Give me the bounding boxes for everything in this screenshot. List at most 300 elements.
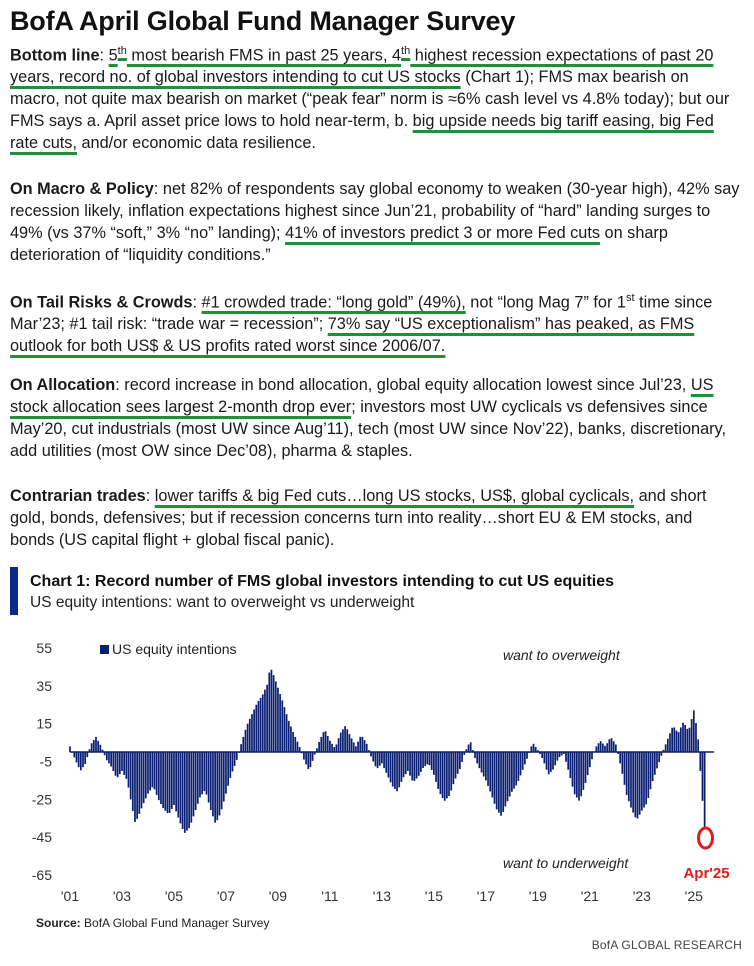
chart-bar [225,752,227,794]
chart-bar [686,729,688,752]
chart-bar [353,742,355,752]
chart-bar [277,688,279,752]
chart-bar [377,752,379,768]
chart-bar [327,736,329,752]
paragraph-label: Bottom line [10,46,100,65]
chart-bar [416,752,418,778]
chart-bar [266,685,268,752]
chart-bar [615,744,617,752]
paragraph-text: time since Mar’23; #1 tail risk: “trade war = recession”; [10,293,713,334]
chart-bar [567,752,569,770]
chart-bar [652,752,654,781]
y-tick-label: 35 [36,677,52,694]
chart-bar [329,741,331,752]
chart-bar [162,752,164,808]
chart-bar [509,752,511,796]
chart-bar [78,752,80,767]
chart-bar [530,746,532,752]
chart-bar [543,752,545,763]
chart-bar [173,752,175,805]
chart-bar [647,752,649,798]
chart-bar [565,752,567,762]
chart-bar [379,752,381,766]
chart-bar [99,745,101,752]
page-title: BofA April Global Fund Manager Survey [10,6,516,36]
x-tick-label: '23 [632,888,651,904]
paragraph-contrarian [10,485,740,551]
paragraph-label: On Tail Risks & Crowds [10,293,193,312]
chart-bar [654,752,656,775]
chart-bar [502,752,504,812]
chart-bar [485,752,487,780]
paragraph-text: : [145,487,155,505]
chart-bar [457,752,459,774]
chart-bar [500,752,502,816]
x-tick-label: '17 [476,888,495,904]
chart-bar [310,752,312,767]
paragraph-text: ; investors most UW cyclicals vs defensives since May’20, cut industrials (most UW since Aug’11), tech (most UW since Nov’22), banks, discretionary, add utilities (most OW since Dec’08), pharma & staples. [10,398,727,460]
chart-bar [665,744,667,752]
chart-bar [253,709,255,752]
chart-bar [351,738,353,752]
y-tick-label: -5 [39,753,52,770]
chart-bar [678,732,680,752]
chart-bar [128,752,130,787]
chart-bar [608,739,610,752]
chart-bar [394,752,396,789]
chart-bar [667,739,669,752]
chart-bar [132,752,134,811]
chart-bar [396,752,398,791]
x-tick-label: '09 [268,888,288,904]
chart-bar [548,752,550,774]
chart-bar [511,752,513,792]
chart-bar [461,752,463,762]
chart-bar [381,752,383,763]
chart-bar [275,681,277,752]
chart-bar [424,752,426,766]
chart-bar [602,744,604,753]
chart-bar [630,752,632,807]
chart-bar [340,732,342,752]
chart-bar [704,752,706,828]
chart-bar [86,752,88,757]
chart-bar [210,752,212,810]
annotation-underweight: want to underweight [503,855,629,871]
chart-bar [134,752,136,822]
paragraph-text: : record increase in bond allocation, global equity allocation lowest since Jul’23, [115,376,691,394]
chart-bar [297,742,299,752]
chart-bar [154,752,156,789]
chart-bar [427,752,429,764]
paragraph-macro-policy [10,178,740,266]
chart-bar [574,752,576,794]
chart-bar [699,752,701,771]
chart-bar [151,752,153,787]
chart-bar [572,752,574,787]
chart-bar [97,741,99,752]
chart-bar [247,724,249,752]
chart-bar [634,752,636,817]
chart-bar [576,752,578,797]
chart-bar [494,752,496,804]
chart-bar [281,700,283,752]
underlined-text: highest recession expectations of past 20 years, record no. of global investors intending to cut US stocks [10,46,714,87]
chart-bar [637,752,639,819]
chart-bar [388,752,390,778]
chart-bar [197,752,199,804]
chart-bar [262,694,264,752]
underlined-text: US stock allocation sees largest 2-month drop ever [10,376,714,416]
chart-bar [80,752,82,770]
chart-bar [342,729,344,752]
chart-bar [448,752,450,796]
chart-bar [349,734,351,752]
chart-bar [418,752,420,776]
chart-bar [95,737,97,752]
chart-bar [219,752,221,815]
chart-bar [689,728,691,752]
underlined-text: th [401,45,411,57]
chart-bar [541,752,543,758]
chart-bar [318,742,320,752]
chart-bar [526,752,528,759]
chart-bar [446,752,448,798]
chart-bar [392,752,394,787]
chart-bar [160,752,162,804]
chart-bar [286,714,288,752]
chart-bar [496,752,498,809]
chart-bar [676,731,678,752]
source-label: Source: [36,916,81,930]
chart-bar [290,727,292,753]
chart-bar [632,752,634,813]
chart-bar [121,752,123,771]
chart-bar [513,752,515,789]
chart-bar [164,752,166,811]
chart-bar [84,752,86,764]
chart-bar [138,752,140,814]
chart-bar [414,752,416,781]
chart-bar [184,752,186,833]
chart-bar [366,744,368,752]
underlined-text: most bearish FMS in past 25 years, 4 [126,46,402,65]
chart-bar [271,670,273,752]
chart-source [36,916,269,930]
chart-bar [190,752,192,823]
chart-bar [180,752,182,823]
chart-bar [294,737,296,752]
chart-bar [613,741,615,752]
chart-bar [520,752,522,775]
chart-bar [216,752,218,820]
underlined-text: th [117,45,127,57]
chart-bar [628,752,630,801]
chart-bar [303,752,305,760]
chart-bar [364,740,366,752]
chart-bar [188,752,190,828]
chart-bar [268,673,270,752]
chart-bar [515,752,517,785]
y-tick-label: -45 [31,829,52,846]
chart-bar [234,752,236,766]
chart-bar [498,752,500,813]
paragraph-text: and/or economic data resilience. [76,134,316,153]
chart-bar [229,752,231,778]
chart-bar [171,752,173,809]
chart-bar [409,752,411,776]
chart-bar [435,752,437,782]
highlight-circle [699,828,713,848]
chart-bar [245,730,247,752]
annotation-apr25: Apr'25 [683,865,730,882]
annotation-overweight: want to overweight [503,647,620,663]
x-tick-label: '19 [528,888,547,904]
paragraph-bottom-line [10,40,740,154]
chart-bar [401,752,403,782]
chart-bar [656,752,658,768]
chart-bar [214,752,216,823]
chart-bar [292,732,294,752]
chart-bar [375,752,377,766]
chart-bar [604,746,606,752]
chart-bar [227,752,229,786]
paragraph-label: Contrarian trades [10,487,146,505]
chart-bar [383,752,385,768]
chart-bar [338,738,340,752]
x-tick-label: '21 [580,888,599,904]
chart-bar [459,752,461,769]
y-tick-label: 15 [36,715,52,732]
chart-bar [331,744,333,752]
chart-bar [325,731,327,752]
chart-bar [398,752,400,787]
chart-bar [697,739,699,752]
chart-bar [611,738,613,752]
chart-bar [242,737,244,752]
chart-bar [481,752,483,772]
chart-bar [504,752,506,806]
paragraph-text: and short gold, bonds, defensives; but if recession concerns turn into reality…short EU & EM stocks, and bonds (US capital flight + global fiscal panic). [10,487,707,549]
chart-bar [251,714,253,752]
chart-bar [411,752,413,780]
paragraph-text: : [192,293,202,312]
y-tick-label: -65 [31,867,52,883]
chart-bar [606,743,608,752]
chart-bar [437,752,439,789]
chart-bar [645,752,647,804]
chart-bar [589,752,591,767]
chart-bar [186,752,188,831]
chart-bar [420,752,422,772]
chart-bar [149,752,151,790]
chart-bar [693,710,695,752]
chart-bar [580,752,582,796]
chart-bar [483,752,485,776]
paragraph-tail-risks [10,287,740,357]
chart-bar [359,737,361,752]
chart-bar [658,752,660,762]
chart-bar [641,752,643,811]
chart-bar [201,752,203,794]
paragraph-label: On Macro & Policy [10,180,154,198]
chart-bar [299,747,301,752]
paragraph-text: : [99,46,109,65]
chart-bar [372,752,374,761]
chart-bar [177,752,179,818]
chart-bar [73,752,75,757]
underlined-text: #1 crowded trade: “long gold” (49%), [201,293,466,312]
chart-bar [433,752,435,775]
chart-title: Chart 1: Record number of FMS global investors intending to cut US equities [30,573,615,590]
x-tick-label: '01 [60,888,80,904]
chart-bar [582,752,584,790]
chart-bar [76,752,78,762]
us-equity-intentions-chart [0,630,754,910]
chart-bar [431,752,433,770]
chart-bar [156,752,158,795]
chart-bar [147,752,149,794]
chart-bar [158,752,160,800]
chart-bar [206,752,208,795]
underlined-text: lower tariffs & big Fed cuts…long US stocks, US$, global cyclicals, [154,487,635,505]
chart-bar [474,752,476,758]
chart-bar [621,752,623,774]
chart-bar [569,752,571,778]
chart-bar [232,752,234,771]
chart-bar [119,752,121,774]
footer-brand: BofA GLOBAL RESEARCH [591,938,742,952]
chart-bar [552,752,554,769]
chart-subtitle: US equity intentions: want to overweight vs underweight [30,594,415,611]
chart-bar [559,752,561,757]
chart-bar [470,742,472,752]
chart-bar [344,726,346,752]
chart-bar [208,752,210,802]
chart-bar [487,752,489,786]
chart-bar [684,725,686,752]
chart-bar [106,752,108,760]
paragraph-text: not “long Mag 7” for 1 [465,293,626,312]
chart-bar [535,747,537,752]
chart-bar [279,694,281,752]
source-text: BofA Global Fund Manager Survey [84,916,270,930]
chart-bar [125,752,127,779]
x-tick-label: '13 [372,888,392,904]
chart-bar [284,707,286,752]
chart-bar [130,752,132,799]
chart-bar [453,752,455,784]
chart-bar [203,752,205,791]
chart-bar [117,752,119,777]
chart-bar [600,741,602,752]
chart-bar [264,690,266,752]
x-tick-label: '07 [216,888,236,904]
chart-bar [403,752,405,777]
chart-bar [517,752,519,781]
chart-bar [323,732,325,752]
chart-bar [587,752,589,775]
chart-bar [333,747,335,752]
y-tick-label: -25 [31,791,52,808]
chart-bar [489,752,491,791]
paragraph-text: (Chart 1); FMS max bearish on macro, not quite max bearish on market (“peak fear” norm is ≈6% cash level vs 4.8% today); but our FMS says a. April asset price lows to hold near-term, b. [10,68,730,131]
chart-accent-bar [10,567,18,615]
paragraph-allocation [10,374,740,462]
chart-bar [476,752,478,763]
chart-bar [260,698,262,752]
chart-bar [595,746,597,752]
x-tick-label: '03 [112,888,132,904]
chart-bar [143,752,145,803]
chart-bar [362,737,364,752]
chart-bar [673,727,675,752]
chart-bar [82,752,84,767]
chart-bar [671,728,673,752]
paragraph-text: on sharp deterioration of “liquidity conditions.” [10,224,668,264]
chart-bar [108,752,110,763]
chart-bar [221,752,223,809]
chart-bar [240,744,242,752]
chart-bar [112,752,114,771]
chart-bar [307,752,309,769]
chart-bar [320,737,322,752]
chart-bar [255,705,257,752]
chart-bar [236,752,238,760]
chart-bar [69,746,71,752]
chart-bar [639,752,641,815]
underlined-text: big upside needs big tariff easing, big Fed rate cuts, [10,112,714,153]
chart-bar [385,752,387,773]
chart-bar [669,733,671,752]
chart-bar [650,752,652,789]
chart-bar [405,752,407,774]
chart-bar [554,752,556,765]
paragraph-text: : net 82% of respondents say global economy to weaken (30-year high), 42% say recession likely, inflation expectations highest since Jun’21, probability of “hard” landing surges to 49% (vs 37% “soft,” 3% “no” landing); [10,180,740,242]
chart-bar [546,752,548,770]
chart-bar [258,701,260,752]
chart-bar [626,752,628,795]
chart-bar [141,752,143,808]
chart-bar [193,752,195,816]
paragraph-text: st [625,292,635,304]
x-tick-label: '11 [321,888,339,904]
chart-bar [598,743,600,752]
chart-bar [533,744,535,752]
chart-bar [390,752,392,782]
chart-bar [182,752,184,829]
chart-bar [110,752,112,767]
chart-bar [288,721,290,752]
chart-bar [591,752,593,759]
chart-bar [93,740,95,752]
x-tick-label: '15 [424,888,444,904]
x-tick-label: '05 [164,888,184,904]
chart-bar [336,744,338,752]
chart-bar [273,675,275,752]
chart-bar [524,752,526,764]
paragraph-label: On Allocation [10,376,116,394]
y-tick-label: 55 [36,640,52,656]
chart-bar [507,752,509,801]
chart-bar [167,752,169,813]
chart-bar [169,752,171,813]
underlined-text: 41% of investors predict 3 or more Fed cuts [285,224,601,242]
chart-bar [355,746,357,752]
chart-bar [91,743,93,752]
chart-bar [492,752,494,797]
chart-bar [199,752,201,797]
